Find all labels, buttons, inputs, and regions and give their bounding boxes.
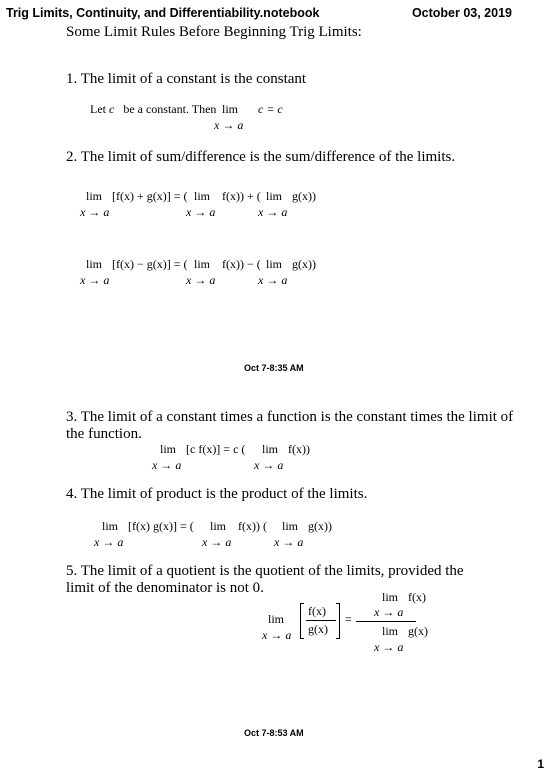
rule-1-formula	[90, 102, 216, 117]
rule-4-expr3: g(x))	[308, 519, 332, 533]
rule-5-num: f(x)	[308, 604, 326, 618]
rule-5-rhs-den: g(x)	[408, 624, 428, 638]
rule-5-rhs-den-sub: x → a	[374, 640, 404, 654]
rule-3-sub1: x → a	[152, 458, 182, 472]
rule-2-diff-sub2: x → a	[186, 273, 216, 287]
rule-2-diff-sub3: x → a	[258, 273, 288, 287]
rule-2-sum-sub1: x → a	[80, 205, 110, 219]
rule-2-sum-expr1: [f(x) + g(x)] = (	[112, 189, 188, 203]
rule-2-sum-sub3: x → a	[258, 205, 288, 219]
rule-5-rhs-num: f(x)	[408, 590, 426, 604]
rule-4-sub1: x → a	[94, 535, 124, 549]
rule-5-rhs-den-lim: lim	[382, 624, 399, 638]
rule-3-text-line2: the function.	[66, 426, 142, 442]
rule-1-let: Let	[90, 102, 106, 116]
rule-5-inner-fraction-bar	[306, 620, 336, 621]
rule-2-sum-lim2: lim	[194, 189, 211, 203]
rule-2-sum-lim3: lim	[266, 189, 283, 203]
rule-1-sub: x → a	[214, 118, 244, 132]
page-heading: Some Limit Rules Before Beginning Trig Limits:	[66, 24, 362, 40]
rule-5-rhs-num-sub: x → a	[374, 605, 404, 619]
rule-2-diff-expr2: f(x)) − (	[222, 257, 261, 271]
rule-1-expr: c = c	[258, 102, 283, 116]
rule-2-sum-lim1: lim	[86, 189, 103, 203]
rule-5-lim: lim	[268, 612, 285, 626]
rule-5-left-bracket	[300, 603, 304, 639]
rule-4-lim3: lim	[282, 519, 299, 533]
rule-2-text: 2. The limit of sum/difference is the sum/difference of the limits.	[66, 149, 456, 165]
rule-3-expr1: [c f(x)] = c (	[186, 442, 246, 456]
page-1-timestamp: Oct 7-8:35 AM	[244, 363, 304, 373]
rule-3-expr2: f(x))	[288, 442, 310, 456]
rule-5-sub: x → a	[262, 628, 292, 642]
header-date: October 03, 2019	[411, 6, 512, 20]
rule-5-outer-fraction-bar	[356, 621, 416, 622]
rule-5-rhs-num-lim: lim	[382, 590, 399, 604]
rule-2-diff-sub1: x → a	[80, 273, 110, 287]
rule-4-text: 4. The limit of product is the product of the limits.	[66, 486, 368, 502]
rule-4-lim1: lim	[102, 519, 119, 533]
rule-2-diff-lim3: lim	[266, 257, 283, 271]
rule-4-sub3: x → a	[274, 535, 304, 549]
rule-2-sum-expr3: g(x))	[292, 189, 316, 203]
rule-4-expr1: [f(x) g(x)] = (	[128, 519, 194, 533]
notebook-title: Trig Limits, Continuity, and Differentiability.notebook	[6, 6, 320, 20]
rule-3-text-line1: 3. The limit of a constant times a function is the constant times the limit of	[66, 409, 514, 425]
rule-1-text: 1. The limit of a constant is the constant	[66, 71, 307, 87]
rule-5-equals: =	[345, 612, 352, 626]
rule-5-right-bracket	[336, 603, 340, 639]
rule-2-diff-lim2: lim	[194, 257, 211, 271]
rule-3-lim2: lim	[262, 442, 279, 456]
rule-2-sum-expr2: f(x)) + (	[222, 189, 261, 203]
rule-1-c: c	[109, 102, 115, 116]
rule-2-diff-expr3: g(x))	[292, 257, 316, 271]
rule-2-diff-lim1: lim	[86, 257, 103, 271]
rule-2-sum-sub2: x → a	[186, 205, 216, 219]
rule-4-expr2: f(x)) (	[238, 519, 267, 533]
rule-3-sub2: x → a	[254, 458, 284, 472]
rule-1-be-const: be a constant. Then	[123, 102, 217, 116]
rule-3-lim1: lim	[160, 442, 177, 456]
rule-2-diff-expr1: [f(x) − g(x)] = (	[112, 257, 188, 271]
rule-5-den: g(x)	[308, 622, 328, 636]
page-2-timestamp: Oct 7-8:53 AM	[244, 728, 304, 738]
rule-4-sub2: x → a	[202, 535, 232, 549]
rule-4-lim2: lim	[210, 519, 227, 533]
page-number: 1	[537, 757, 544, 771]
rule-5-text-line1: 5. The limit of a quotient is the quotient of the limits, provided the	[66, 563, 464, 579]
rule-5-text-line2: limit of the denominator is not 0.	[66, 580, 264, 596]
rule-1-lim: lim	[222, 102, 239, 116]
